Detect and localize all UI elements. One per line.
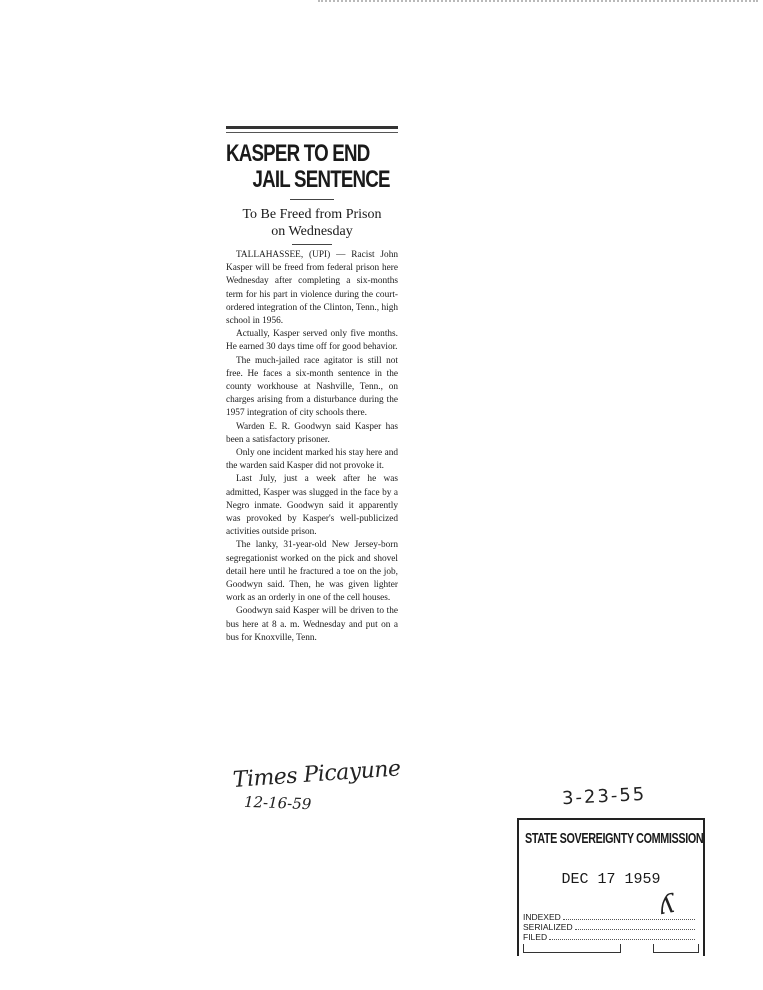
stamp-field-filed — [523, 932, 699, 942]
handwritten-date: 12-16-59 — [243, 792, 312, 814]
headline-divider — [290, 199, 334, 200]
subheadline — [226, 206, 398, 240]
newspaper-clipping — [226, 126, 398, 766]
scan-edge-dots — [318, 0, 758, 4]
stamp-field-label: SERIALIZED — [523, 922, 573, 932]
stamp-date: DEC 17 1959 — [561, 871, 661, 888]
handwritten-file-number: 3-23-55 — [561, 783, 647, 810]
article-paragraph-7: The lanky, 31-year-old New Jersey-born segregationist worked on the pick and shovel detail here until he fractured a toe on the job, Goodwyn said. Then, he was given lighter work as an orderly in one of the cell houses. — [226, 540, 398, 604]
commission-stamp — [517, 818, 705, 956]
article-paragraph-4: Warden E. R. Goodwyn said Kasper has been a satisfactory prisoner. — [226, 421, 398, 445]
subheadline-divider — [292, 244, 332, 245]
article-paragraph-3: The much-jailed race agitator is still not free. He faces a six-month sentence in the county workhouse at Nashville, Tenn., on charges arising from a disturbance during the 1957 integration of city schools there. — [226, 355, 398, 419]
article-paragraph-6: Last July, just a week after he was admitted, Kasper was slugged in the face by a Negro inmate. Goodwyn said it apparently was provoked by Kasper's well-publicized activities outside prison. — [226, 474, 398, 538]
article-paragraph-1: TALLAHASSEE, (UPI) — Racist John Kasper will be freed from federal prison here Wednesday after completing a six-months term for his part in violence during the court-ordered integration of the Clinton, Tenn., high school in 1956. — [226, 250, 398, 327]
subheadline-line-2: on Wednesday — [271, 224, 353, 239]
headline-line-1: KASPER TO END — [226, 140, 370, 167]
article-body — [226, 249, 398, 645]
article-paragraph-2: Actually, Kasper served only five months. He earned 30 days time off for good behavior. — [226, 329, 398, 353]
stamp-boxes — [523, 944, 699, 954]
stamp-box-left — [523, 944, 621, 953]
clipping-top-rule-thin — [226, 132, 398, 133]
headline — [226, 141, 398, 193]
handwritten-source: Times Picayune — [232, 756, 402, 793]
stamp-field-label: INDEXED — [523, 912, 561, 922]
clipping-top-rule — [226, 126, 398, 129]
subheadline-line-1: To Be Freed from Prison — [242, 207, 382, 222]
stamp-box-right — [653, 944, 699, 953]
article-paragraph-5: Only one incident marked his stay here and the warden said Kasper did not provoke it. — [226, 448, 398, 472]
handwritten-initials-mark: ʎ — [657, 888, 678, 922]
article-paragraph-8: Goodwyn said Kasper will be driven to the bus here at 8 a. m. Wednesday and put on a bus for Knoxville, Tenn. — [226, 606, 398, 643]
stamp-field-serialized — [523, 922, 699, 932]
headline-line-2: JAIL SENTENCE — [252, 166, 390, 193]
stamp-field-label: FILED — [523, 932, 548, 942]
stamp-title: STATE SOVEREIGNTY COMMISSION — [525, 830, 704, 847]
